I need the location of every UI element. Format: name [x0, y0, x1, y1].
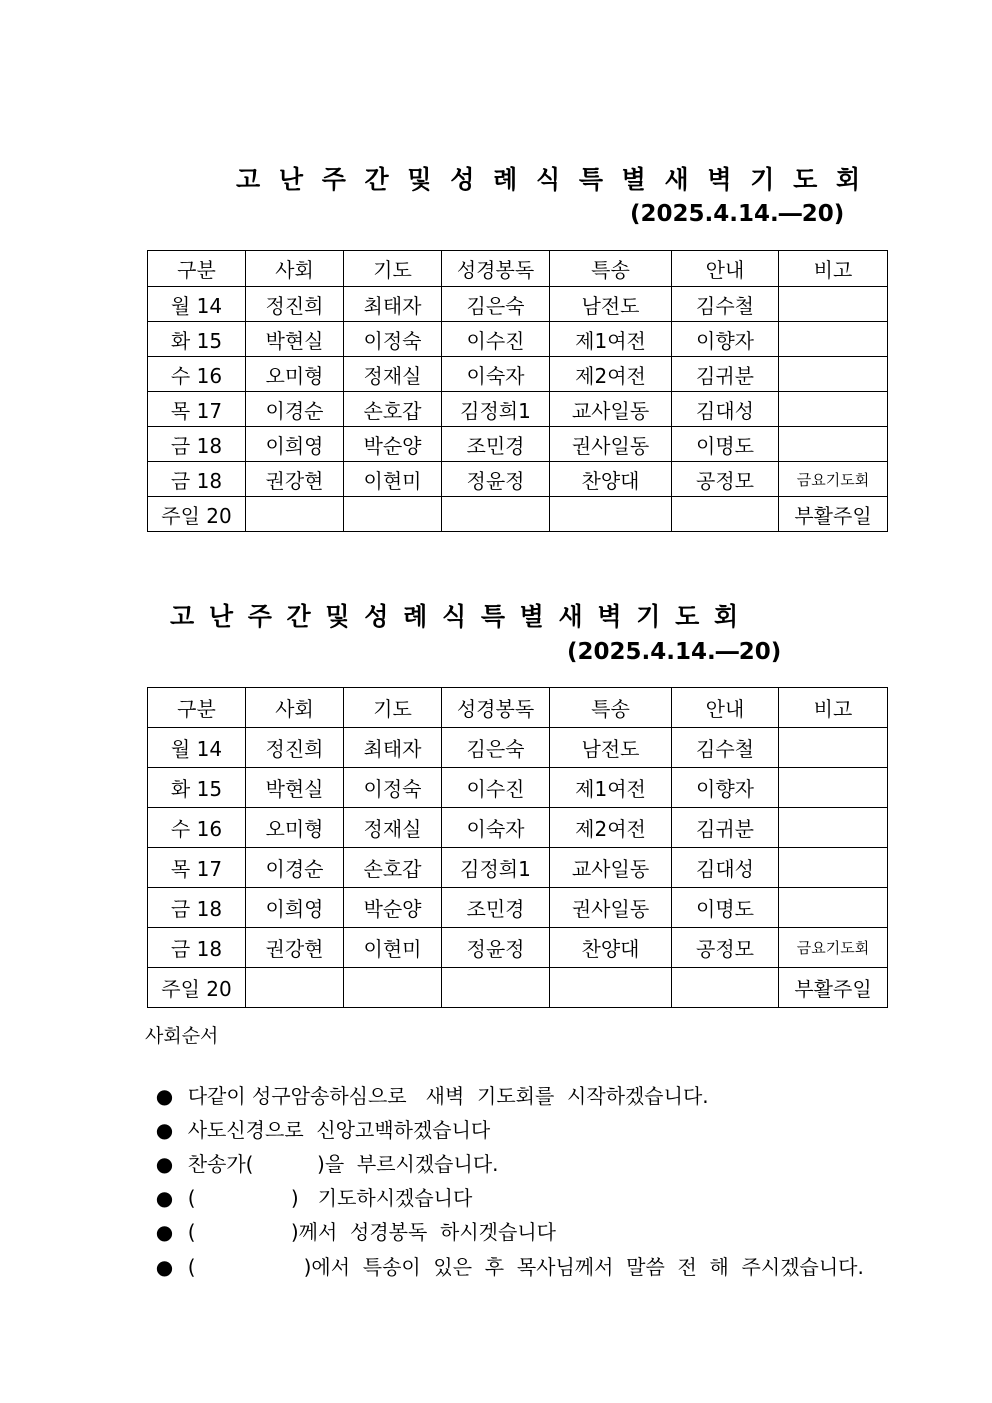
table-cell: 김은숙 [442, 287, 550, 322]
order-title: 사회순서 [145, 1025, 219, 1047]
table-cell: 이향자 [672, 322, 779, 357]
table-cell: 정윤정 [442, 928, 550, 968]
table-row [148, 427, 888, 462]
table-cell: 이수진 [442, 768, 550, 808]
order-item [143, 1156, 473, 1210]
table-cell: 화 15 [148, 768, 246, 808]
table-cell: 공정모 [672, 928, 779, 968]
table-cell: 김정희1 [442, 848, 550, 888]
table-cell: 목 17 [148, 392, 246, 427]
order-item [143, 1190, 556, 1244]
order-item-text: ( )께서 성경봉독 하시겟습니다 [187, 1220, 556, 1244]
header-cell: 구분 [148, 688, 246, 728]
table-cell [779, 728, 888, 768]
table-header-row [148, 251, 888, 287]
table-header-row [148, 688, 888, 728]
section1-title: 고 난 주 간 및 성 례 식 특 별 새 벽 기 도 회 [236, 165, 864, 194]
table-cell: 권사일동 [550, 427, 672, 462]
table-cell [779, 888, 888, 928]
table-cell: 손호갑 [344, 392, 442, 427]
table-cell [442, 968, 550, 1008]
bullet-icon: ● [155, 1152, 174, 1176]
table-cell: 이정숙 [344, 768, 442, 808]
bullet-icon: ● [155, 1118, 174, 1142]
table-cell: 찬양대 [550, 462, 672, 497]
table-cell [779, 848, 888, 888]
schedule-table-1 [147, 250, 888, 532]
table-cell [344, 497, 442, 532]
header-cell: 비고 [779, 251, 888, 287]
table-cell: 금요기도회 [779, 462, 888, 497]
table-row [148, 928, 888, 968]
table-cell: 이향자 [672, 768, 779, 808]
table-cell: 제1여전 [550, 322, 672, 357]
table-row [148, 287, 888, 322]
table-cell: 김귀분 [672, 808, 779, 848]
header-cell: 기도 [344, 251, 442, 287]
table-cell: 부활주일 [779, 497, 888, 532]
table-cell: 이현미 [344, 462, 442, 497]
bullet-icon: ● [155, 1186, 174, 1210]
table-cell: 이수진 [442, 322, 550, 357]
table-cell: 정진희 [246, 728, 344, 768]
table-cell: 이정숙 [344, 322, 442, 357]
table-cell [779, 768, 888, 808]
table-cell: 박순양 [344, 427, 442, 462]
table-cell: 이희영 [246, 888, 344, 928]
table-cell: 교사일동 [550, 392, 672, 427]
table-row [148, 848, 888, 888]
table-cell: 오미형 [246, 357, 344, 392]
table-row [148, 357, 888, 392]
table-cell: 정재실 [344, 357, 442, 392]
table-row [148, 728, 888, 768]
table-cell: 박현실 [246, 322, 344, 357]
bullet-icon: ● [155, 1084, 174, 1108]
table-cell [344, 968, 442, 1008]
table-cell: 김정희1 [442, 392, 550, 427]
table-cell: 정재실 [344, 808, 442, 848]
table-cell [550, 968, 672, 1008]
table-cell: 김수철 [672, 728, 779, 768]
table-cell: 부활주일 [779, 968, 888, 1008]
order-item [143, 1054, 709, 1108]
table-cell: 조민경 [442, 888, 550, 928]
table-row [148, 322, 888, 357]
section2-date: (2025.4.14.―20) [567, 639, 782, 665]
table-cell: 이현미 [344, 928, 442, 968]
table-cell: 박순양 [344, 888, 442, 928]
order-item-text: ( )에서 특송이 있은 후 목사님께서 말씀 전 해 주시겠습니다. [187, 1255, 864, 1279]
header-cell: 사회 [246, 251, 344, 287]
table-row [148, 392, 888, 427]
order-item-text: ( ) 기도하시겠습니다 [187, 1186, 473, 1210]
table-cell: 이희영 [246, 427, 344, 462]
table-cell: 권강현 [246, 928, 344, 968]
table-cell: 금 18 [148, 427, 246, 462]
table-cell [779, 287, 888, 322]
table-row [148, 497, 888, 532]
section1-date: (2025.4.14.―20) [630, 201, 845, 227]
schedule-table-2 [147, 687, 888, 1008]
bullet-icon: ● [155, 1255, 174, 1279]
table-cell: 최태자 [344, 728, 442, 768]
table-cell [779, 392, 888, 427]
table-cell: 수 16 [148, 808, 246, 848]
table-cell [779, 808, 888, 848]
table-cell: 이경순 [246, 392, 344, 427]
table-cell [779, 357, 888, 392]
table-cell: 이명도 [672, 888, 779, 928]
table-cell: 목 17 [148, 848, 246, 888]
header-cell: 성경봉독 [442, 688, 550, 728]
table-cell: 공정모 [672, 462, 779, 497]
table-cell: 주일 20 [148, 497, 246, 532]
table-cell: 권사일동 [550, 888, 672, 928]
table-cell: 찬양대 [550, 928, 672, 968]
table-row [148, 968, 888, 1008]
header-cell: 기도 [344, 688, 442, 728]
table-cell: 오미형 [246, 808, 344, 848]
table-row [148, 462, 888, 497]
bullet-icon: ● [155, 1220, 174, 1244]
order-item [143, 1225, 864, 1279]
order-item-text: 다같이 성구암송하심으로 새벽 기도회를 시작하겠습니다. [187, 1084, 709, 1108]
table-cell: 제2여전 [550, 808, 672, 848]
table-cell [442, 497, 550, 532]
table-cell: 금 18 [148, 928, 246, 968]
table-cell [246, 497, 344, 532]
table-cell: 정진희 [246, 287, 344, 322]
header-cell: 성경봉독 [442, 251, 550, 287]
table-cell: 김은숙 [442, 728, 550, 768]
table-cell: 김귀분 [672, 357, 779, 392]
table-cell [672, 497, 779, 532]
table-cell [672, 968, 779, 1008]
table-cell: 남전도 [550, 287, 672, 322]
header-cell: 사회 [246, 688, 344, 728]
table-cell [550, 497, 672, 532]
table-cell [246, 968, 344, 1008]
order-item [143, 1088, 491, 1142]
table-cell: 김대성 [672, 392, 779, 427]
table-row [148, 808, 888, 848]
table-cell: 이숙자 [442, 357, 550, 392]
header-cell: 비고 [779, 688, 888, 728]
table-cell: 이경순 [246, 848, 344, 888]
table-cell: 이명도 [672, 427, 779, 462]
header-cell: 구분 [148, 251, 246, 287]
table-cell: 금 18 [148, 888, 246, 928]
table-cell: 조민경 [442, 427, 550, 462]
table-cell: 김대성 [672, 848, 779, 888]
table-cell: 제2여전 [550, 357, 672, 392]
section2-title: 고 난 주 간 및 성 례 식 특 별 새 벽 기 도 회 [170, 602, 740, 631]
table-cell: 박현실 [246, 768, 344, 808]
table-cell: 이숙자 [442, 808, 550, 848]
table-cell: 손호갑 [344, 848, 442, 888]
table-cell: 금요기도회 [779, 928, 888, 968]
order-item-text: 사도신경으로 신앙고백하겠습니다 [187, 1118, 491, 1142]
table-cell: 수 16 [148, 357, 246, 392]
order-item-text: 찬송가( )을 부르시겠습니다. [187, 1152, 499, 1176]
table-cell: 최태자 [344, 287, 442, 322]
table-cell: 화 15 [148, 322, 246, 357]
table-cell: 월 14 [148, 728, 246, 768]
table-cell: 권강현 [246, 462, 344, 497]
table-cell: 김수철 [672, 287, 779, 322]
table-cell: 남전도 [550, 728, 672, 768]
table-cell: 정윤정 [442, 462, 550, 497]
table-cell [779, 322, 888, 357]
header-cell: 특송 [550, 251, 672, 287]
table-cell: 교사일동 [550, 848, 672, 888]
table-row [148, 768, 888, 808]
table-cell: 월 14 [148, 287, 246, 322]
table-cell [779, 427, 888, 462]
table-row [148, 888, 888, 928]
table-cell: 금 18 [148, 462, 246, 497]
header-cell: 안내 [672, 251, 779, 287]
header-cell: 특송 [550, 688, 672, 728]
header-cell: 안내 [672, 688, 779, 728]
table-cell: 주일 20 [148, 968, 246, 1008]
order-item [143, 1122, 499, 1176]
table-cell: 제1여전 [550, 768, 672, 808]
